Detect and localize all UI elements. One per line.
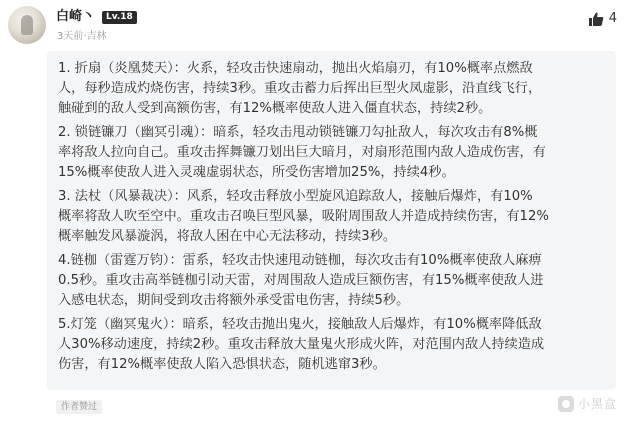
text-line: 概率触发风暴漩涡，将敌人困在中心无法移动，持续3秒。 — [58, 229, 397, 244]
paragraph-staff — [58, 187, 610, 247]
text-line: 2. 锁链镰刀（幽冥引魂）：暗系，轻攻击甩动锁链镰刀勾扯敌人，每次攻击有8%概 — [58, 125, 538, 140]
text-line: 4.链枷（雷霆万钧）：雷系，轻攻击快速甩动链枷，每次攻击有10%概率使敌人麻痹 — [58, 253, 542, 268]
post-meta: 3天前·吉林 — [57, 31, 107, 42]
paragraph-flail — [58, 251, 610, 311]
watermark-text: 小黑盒 — [577, 397, 617, 411]
level-badge: Lv.18 — [102, 11, 137, 24]
avatar[interactable] — [8, 6, 46, 44]
text-line: 触碰到的敌人受到高额伤害，有12%概率使敌人进入僵直状态，持续2秒。 — [58, 101, 492, 116]
text-line: 人30%移动速度，持续2秒。重攻击释放大量鬼火形成火阵，对范围内敌人持续造成 — [58, 337, 545, 352]
xiaoheihe-logo-icon — [558, 396, 574, 412]
username[interactable]: 白崎丶 — [56, 9, 96, 24]
text-line: 15%概率使敌人进入灵魂虚弱状态，所受伤害增加25%，持续4秒。 — [58, 165, 455, 180]
text-line: 0.5秒。重攻击高举链枷引动天雷，对周围敌人造成巨额伤害，有15%概率使敌人进 — [58, 273, 544, 288]
text-line: 伤害，有12%概率使敌人陷入恐惧状态，随机逃窜3秒。 — [58, 357, 386, 372]
paragraph-fan — [58, 59, 610, 119]
text-line: 5.灯笼（幽冥鬼火）：暗系，轻攻击抛出鬼火，接触敌人后爆炸，有10%概率降低敌 — [58, 317, 542, 332]
text-line: 概率将敌人吹至空中。重攻击召唤巨型风暴，吸附周围敌人并造成持续伤害，有12% — [58, 209, 549, 224]
paragraph-lantern — [58, 315, 610, 375]
like-count: 4 — [608, 11, 617, 26]
watermark — [558, 395, 617, 412]
like-button[interactable] — [588, 10, 617, 28]
text-line: 率将敌人拉向自己。重攻击挥舞镰刀划出巨大暗月，对扇形范围内敌人造成伤害，有 — [58, 145, 546, 160]
comment-header — [0, 0, 625, 50]
author-liked-tag: 作者赞过 — [56, 400, 102, 414]
text-line: 人，每秒造成灼烧伤害，持续3秒。重攻击蓄力后挥出巨型火凤虚影，沿直线飞行， — [58, 81, 542, 96]
thumbs-up-icon — [588, 11, 604, 27]
paragraph-chain-sickle — [58, 123, 610, 183]
text-line: 1. 折扇（炎凰焚天）：火系，轻攻击快速扇动，抛出火焰扇刃，有10%概率点燃敌 — [58, 61, 533, 76]
text-line: 入感电状态，期间受到攻击将额外承受雷电伤害，持续5秒。 — [58, 293, 410, 308]
comment-body — [47, 51, 616, 390]
text-line: 3. 法杖（风暴裁决）：风系，轻攻击释放小型旋风追踪敌人，接触后爆炸，有10% — [58, 189, 533, 204]
